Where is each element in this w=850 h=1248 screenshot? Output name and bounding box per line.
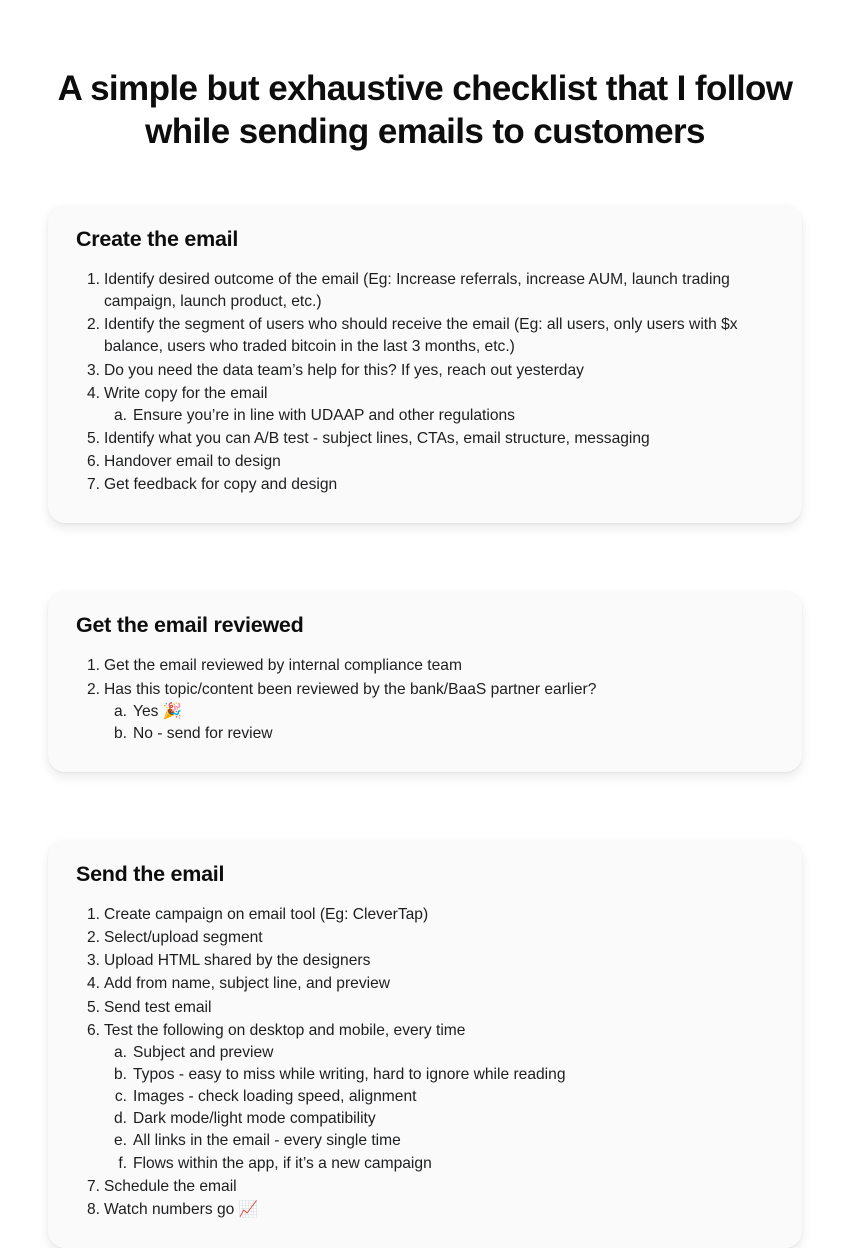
checklist-subitem[interactable] <box>104 1108 776 1130</box>
card-list <box>48 205 802 1248</box>
checklist-item-label: Identify desired outcome of the email (Eg: Increase referrals, increase AUM, launch trading campaign, launch product, etc.) <box>104 271 730 311</box>
checklist-item[interactable] <box>74 904 776 926</box>
checklist-card <box>48 840 802 1248</box>
card-spacer <box>48 523 802 591</box>
checklist-card <box>48 205 802 523</box>
card-heading: Create the email <box>76 227 239 251</box>
checklist-item-label: Get the email reviewed by internal compliance team <box>104 657 462 675</box>
checklist-subitem-label: Ensure you’re in line with UDAAP and other regulations <box>133 406 515 424</box>
checklist-item-label: Create campaign on email tool (Eg: CleverTap) <box>104 905 429 923</box>
checklist-item[interactable] <box>74 950 776 972</box>
checklist-subitem[interactable] <box>104 1086 776 1108</box>
checklist-card <box>48 591 802 772</box>
checklist-item[interactable] <box>74 655 776 677</box>
checklist-steps <box>74 904 776 1221</box>
checklist-subitem[interactable] <box>104 1042 776 1064</box>
checklist-item[interactable] <box>74 383 776 427</box>
checklist-item-label: Identify the segment of users who should receive the email (Eg: all users, only users with $x balance, users who traded bitcoin in the last 3 months, etc.) <box>104 316 738 356</box>
checklist-item-label: Get feedback for copy and design <box>104 476 338 494</box>
checklist-item[interactable] <box>74 314 776 358</box>
checklist-subitem[interactable] <box>104 723 776 745</box>
checklist-subitem-label: Subject and preview <box>133 1043 274 1061</box>
checklist-subitem-label: Flows within the app, if it’s a new campaign <box>133 1154 432 1172</box>
checklist-item[interactable] <box>74 927 776 949</box>
checklist-substeps <box>104 1042 776 1175</box>
checklist-item-label: Test the following on desktop and mobile, every time <box>104 1021 466 1039</box>
checklist-subitem-label: Dark mode/light mode compatibility <box>133 1110 376 1128</box>
checklist-subitem-label: Images - check loading speed, alignment <box>133 1088 417 1106</box>
checklist-item[interactable] <box>74 360 776 382</box>
checklist-item-label: Identify what you can A/B test - subject lines, CTAs, email structure, messaging <box>104 429 650 447</box>
checklist-steps <box>74 269 776 496</box>
checklist-subitem[interactable] <box>104 1130 776 1152</box>
checklist-item[interactable] <box>74 269 776 313</box>
checklist-item-label: Upload HTML shared by the designers <box>104 952 371 970</box>
checklist-item-label: Select/upload segment <box>104 929 263 947</box>
checklist-item[interactable] <box>74 1176 776 1198</box>
checklist-subitem-label: No - send for review <box>133 724 273 742</box>
checklist-subitem-label: All links in the email - every single time <box>133 1132 401 1150</box>
checklist-subitem[interactable] <box>104 701 776 723</box>
checklist-item-label: Do you need the data team’s help for this? If yes, reach out yesterday <box>104 361 584 379</box>
checklist-item[interactable] <box>74 451 776 473</box>
checklist-subitem[interactable] <box>104 405 776 427</box>
checklist-item-label: Has this topic/content been reviewed by the bank/BaaS partner earlier? <box>104 680 597 698</box>
checklist-item[interactable] <box>74 428 776 450</box>
checklist-item-label: Watch numbers go 📈 <box>104 1200 259 1218</box>
checklist-item-label: Handover email to design <box>104 453 281 471</box>
checklist-steps <box>74 655 776 745</box>
page-title: A simple but exhaustive checklist that I follow while sending emails to customers <box>57 69 793 151</box>
checklist-item-label: Schedule the email <box>104 1177 237 1195</box>
card-spacer <box>48 772 802 840</box>
checklist-item[interactable] <box>74 474 776 496</box>
checklist-item-label: Write copy for the email <box>104 384 268 402</box>
checklist-item[interactable] <box>74 1199 776 1221</box>
checklist-subitem-label: Yes 🎉 <box>133 702 183 720</box>
card-heading: Get the email reviewed <box>76 613 304 638</box>
checklist-substeps <box>104 701 776 745</box>
checklist-subitem[interactable] <box>104 1064 776 1086</box>
checklist-item[interactable] <box>74 997 776 1019</box>
checklist-item[interactable] <box>74 679 776 745</box>
checklist-item[interactable] <box>74 1020 776 1175</box>
checklist-item-label: Send test email <box>104 998 212 1016</box>
checklist-item-label: Add from name, subject line, and preview <box>104 975 391 993</box>
checklist-substeps <box>104 405 776 427</box>
checklist-item[interactable] <box>74 973 776 995</box>
card-heading: Send the email <box>76 861 225 886</box>
checklist-subitem[interactable] <box>104 1153 776 1175</box>
checklist-subitem-label: Typos - easy to miss while writing, hard to ignore while reading <box>133 1065 566 1083</box>
